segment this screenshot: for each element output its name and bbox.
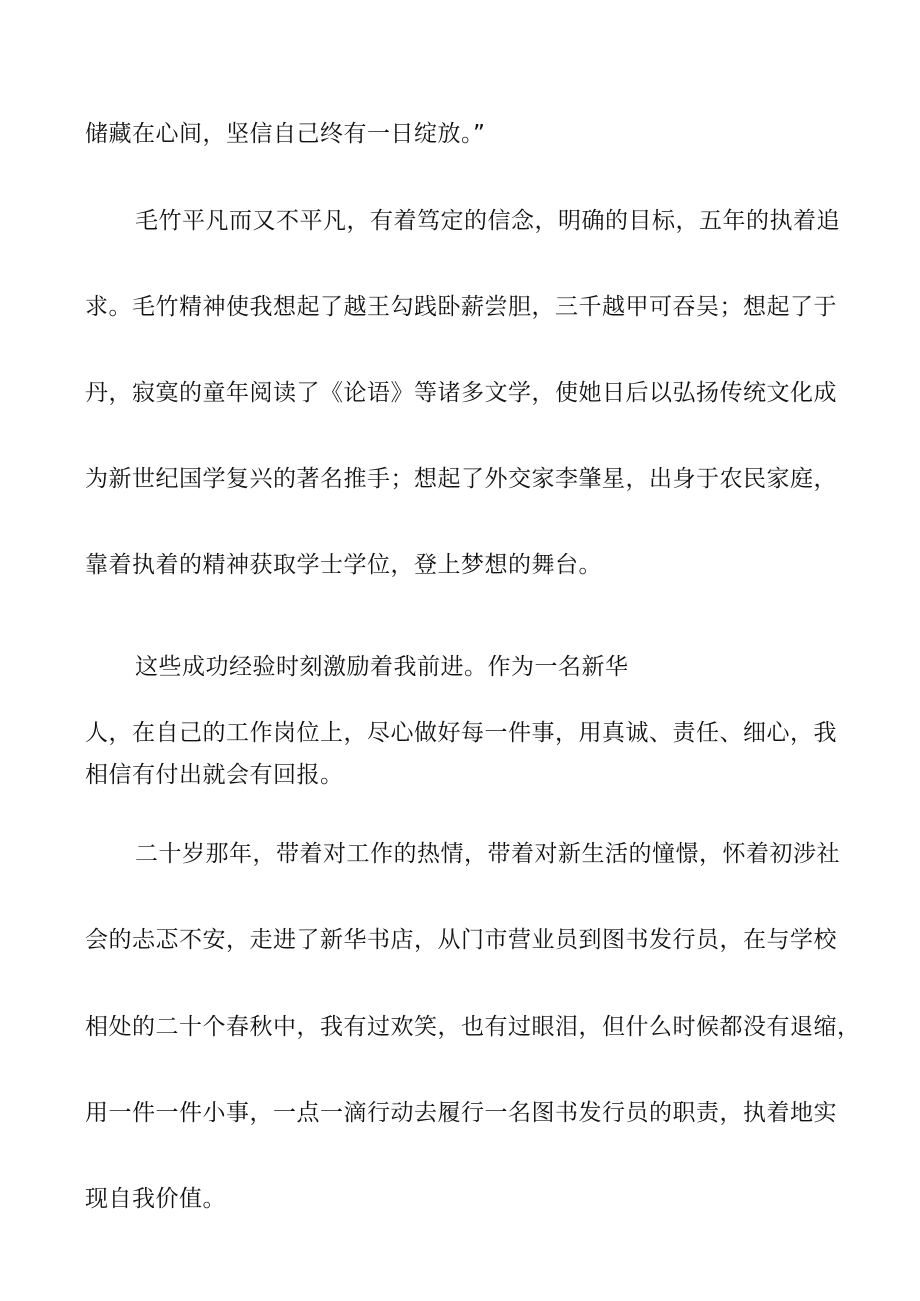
- text-line-8: 人，在自己的工作岗位上，尽心做好每一件事，用真诚、责任、细心，我: [85, 720, 837, 746]
- text-line-3: 求。毛竹精神使我想起了越王勾践卧薪尝胆，三千越甲可吞吴；想起了于: [85, 294, 837, 320]
- text-line-10: 二十岁那年，带着对工作的热情，带着对新生活的憧憬，怀着初涉社: [135, 841, 840, 867]
- text-line-4: 丹，寂寞的童年阅读了《论语》等诸多文学，使她日后以弘扬传统文化成: [85, 380, 837, 406]
- text-line-5: 为新世纪国学复兴的著名推手；想起了外交家李肇星，出身于农民家庭，: [85, 466, 837, 492]
- text-line-1: 储藏在心间，坚信自己终有一日绽放。”: [85, 121, 486, 147]
- text-line-12: 相处的二十个春秋中，我有过欢笑，也有过眼泪，但什么时候都没有退缩，: [85, 1014, 861, 1040]
- text-line-7: 这些成功经验时刻激励着我前进。作为一名新华: [135, 654, 629, 680]
- text-line-13: 用一件一件小事，一点一滴行动去履行一名图书发行员的职责，执着地实: [85, 1100, 837, 1126]
- text-line-9: 相信有付出就会有回报。: [85, 762, 344, 788]
- text-line-14: 现自我价值。: [85, 1186, 226, 1212]
- text-line-11: 会的忐忑不安，走进了新华书店，从门市营业员到图书发行员，在与学校: [85, 927, 837, 953]
- text-line-2: 毛竹平凡而又不平凡，有着笃定的信念，明确的目标，五年的执着追: [135, 208, 840, 234]
- text-line-6: 靠着执着的精神获取学士学位，登上梦想的舞台。: [85, 552, 602, 578]
